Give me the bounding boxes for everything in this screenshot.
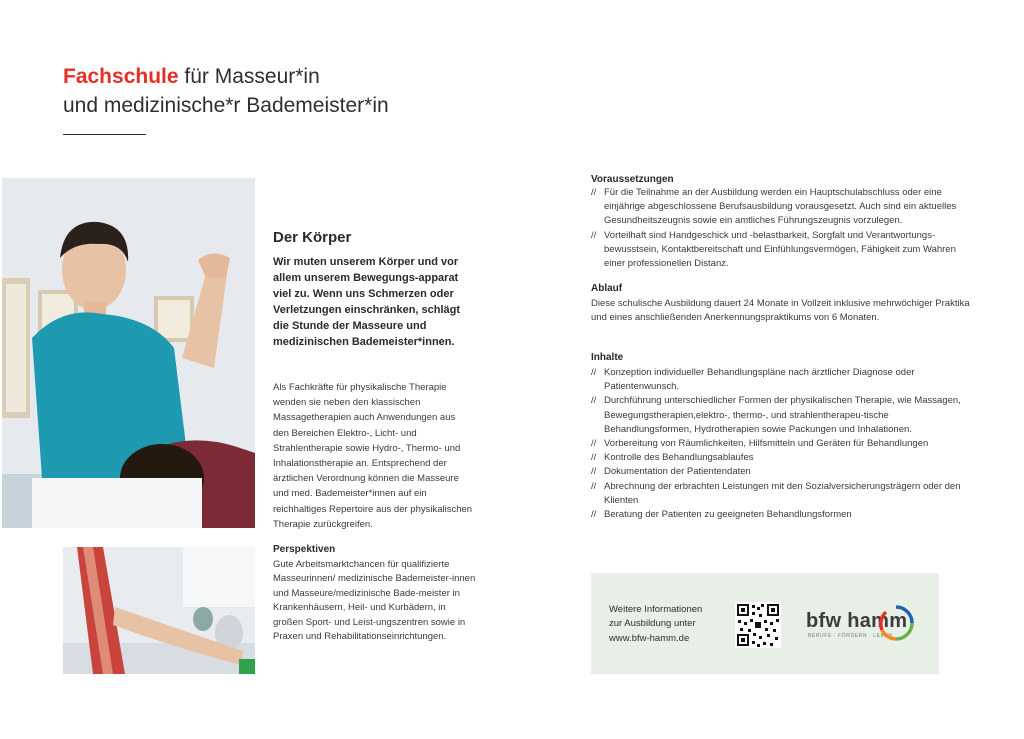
- info-text: [609, 603, 702, 646]
- section-title-koerper: Der Körper: [273, 229, 352, 246]
- therapist-photo-illustration: [2, 178, 255, 528]
- title-divider: [63, 134, 146, 135]
- list-item: [591, 437, 971, 451]
- list-item-text: Beratung der Patienten zu geeigneten Behandlungsformen: [604, 509, 852, 521]
- inhalte-list: [591, 366, 971, 522]
- list-item-text: Abrechnung der erbrachten Leistungen mit den Sozialversicherungsträgern oder den Klienten: [604, 480, 961, 506]
- section-title-ablauf: Ablauf: [591, 283, 623, 294]
- koerper-lead-text: Wir muten unserem Körper und vor allem unserem Bewegungs-apparat viel zu. Wenn uns Schmerzen oder Verletzungen einschränken, schlägt die Stunde der Masseure und medizinischen Bademeister*innen.: [273, 256, 461, 348]
- list-item: [591, 229, 971, 272]
- list-bullet: //: [591, 367, 597, 378]
- list-bullet: //: [591, 466, 597, 478]
- list-item: [591, 366, 971, 394]
- qr-code-graphic: [735, 602, 781, 648]
- list-bullet: //: [591, 452, 597, 464]
- page-title: [63, 62, 389, 120]
- list-item-text: Konzeption individueller Behandlungspläne nach ärztlicher Diagnose oder Patientenwunsch.: [604, 367, 915, 393]
- perspektiven-body-text: Gute Arbeitsmarktchancen für qualifizierte Masseurinnen/ medizinische Bademeister-innen und Masseure/medizinische Bade-meister in Krankenhäusern, Heil- und Kurbädern, in großen Sport- und Leist-ungszentren sowie in Praxen und Rehabilitationseinrichtungen.: [273, 559, 476, 643]
- list-bullet: //: [591, 438, 597, 450]
- list-item-text: Für die Teilnahme an der Ausbildung werden ein Hauptschulabschluss oder eine einjährige abgeschlossene Berufsausbildung vorausgesetzt. Auch sind ein aktuelles Gesundheitszeugnis sowie ein amtliches Führungszeugnis vorzulegen.: [604, 187, 957, 227]
- list-item-text: Vorbereitung von Räumlichkeiten, Hilfsmitteln und Geräten für Behandlungen: [604, 438, 929, 450]
- list-bullet: //: [591, 229, 597, 241]
- list-item: [591, 451, 971, 465]
- info-url-link[interactable]: www.bfw-hamm.de: [609, 632, 690, 644]
- anatomy-arm-illustration: [63, 547, 255, 674]
- section-title-voraussetzungen: Voraussetzungen: [591, 174, 674, 185]
- title-line2: und medizinische*r Bademeister*in: [63, 94, 389, 117]
- koerper-body-text: Als Fachkräfte für physikalische Therapie wenden sie neben den klassischen Massagetherapien auch Anwendungen aus den Bereichen Elektro-, Licht- und Strahlentherapie sowie Hydro-, Thermo- und Inhalationstherapie an. Entsprechend der ärztlichen Verordnung können die Masseure und med. Bademeister*innen auf ein reichhaltiges Repertoire aus der physikalischen Therapie zurückgreifen.: [273, 382, 473, 530]
- list-item-text: Dokumentation der Patientendaten: [604, 466, 751, 478]
- bfw-hamm-logo: bfw hamm: [806, 610, 908, 632]
- list-item: [591, 186, 971, 229]
- anatomy-arm-photo: [63, 547, 255, 674]
- list-item-text: Durchführung unterschiedlicher Formen der physikalischen Therapie, wie Massagen, Bewegungstherapien,elektro-, thermo-, und strahlentherapeu-tische Behandlungsformen, Hydrotherapien sowie Packungen und Inhalationen.: [604, 395, 961, 435]
- list-item-text: Kontrolle des Behandlungsablaufes: [604, 452, 754, 464]
- voraussetzungen-list: [591, 186, 971, 271]
- list-item: [591, 465, 971, 479]
- list-item: [591, 394, 971, 437]
- list-item: [591, 508, 971, 522]
- list-item-text: Vorteilhaft sind Handgeschick und -belastbarkeit, Sorgfalt und Verantwortungs-bewusstsein, Kontaktbereitschaft und Einfühlungsvermögen, Fähigkeit zum Wahren einer professionellen Distanz.: [604, 229, 956, 270]
- list-bullet: //: [591, 395, 597, 407]
- title-accent: Fachschule: [63, 65, 179, 88]
- logo-tagline: BERUFE · FÖRDERN · LEBEN: [808, 633, 893, 639]
- ablauf-body-text: Diese schulische Ausbildung dauert 24 Monate in Vollzeit inklusive mehrwöchiger Praktika und eines anschließenden Anerkennungspraktikums von 6 Monaten.: [591, 298, 970, 324]
- title-line1: für Masseur*in: [178, 65, 320, 88]
- section-title-perspektiven: Perspektiven: [273, 544, 336, 555]
- therapist-photo: [2, 178, 255, 528]
- list-bullet: //: [591, 187, 597, 198]
- logo-ring-graphic: [877, 604, 915, 642]
- section-title-inhalte: Inhalte: [591, 352, 624, 363]
- list-item: [591, 480, 971, 508]
- list-bullet: //: [591, 509, 597, 521]
- qr-code-icon[interactable]: [735, 602, 781, 648]
- info-line1: Weitere Informationen: [609, 604, 703, 615]
- list-bullet: //: [591, 480, 597, 492]
- logo-ring-icon: [877, 604, 915, 642]
- info-line2: zur Ausbildung unter: [609, 618, 696, 630]
